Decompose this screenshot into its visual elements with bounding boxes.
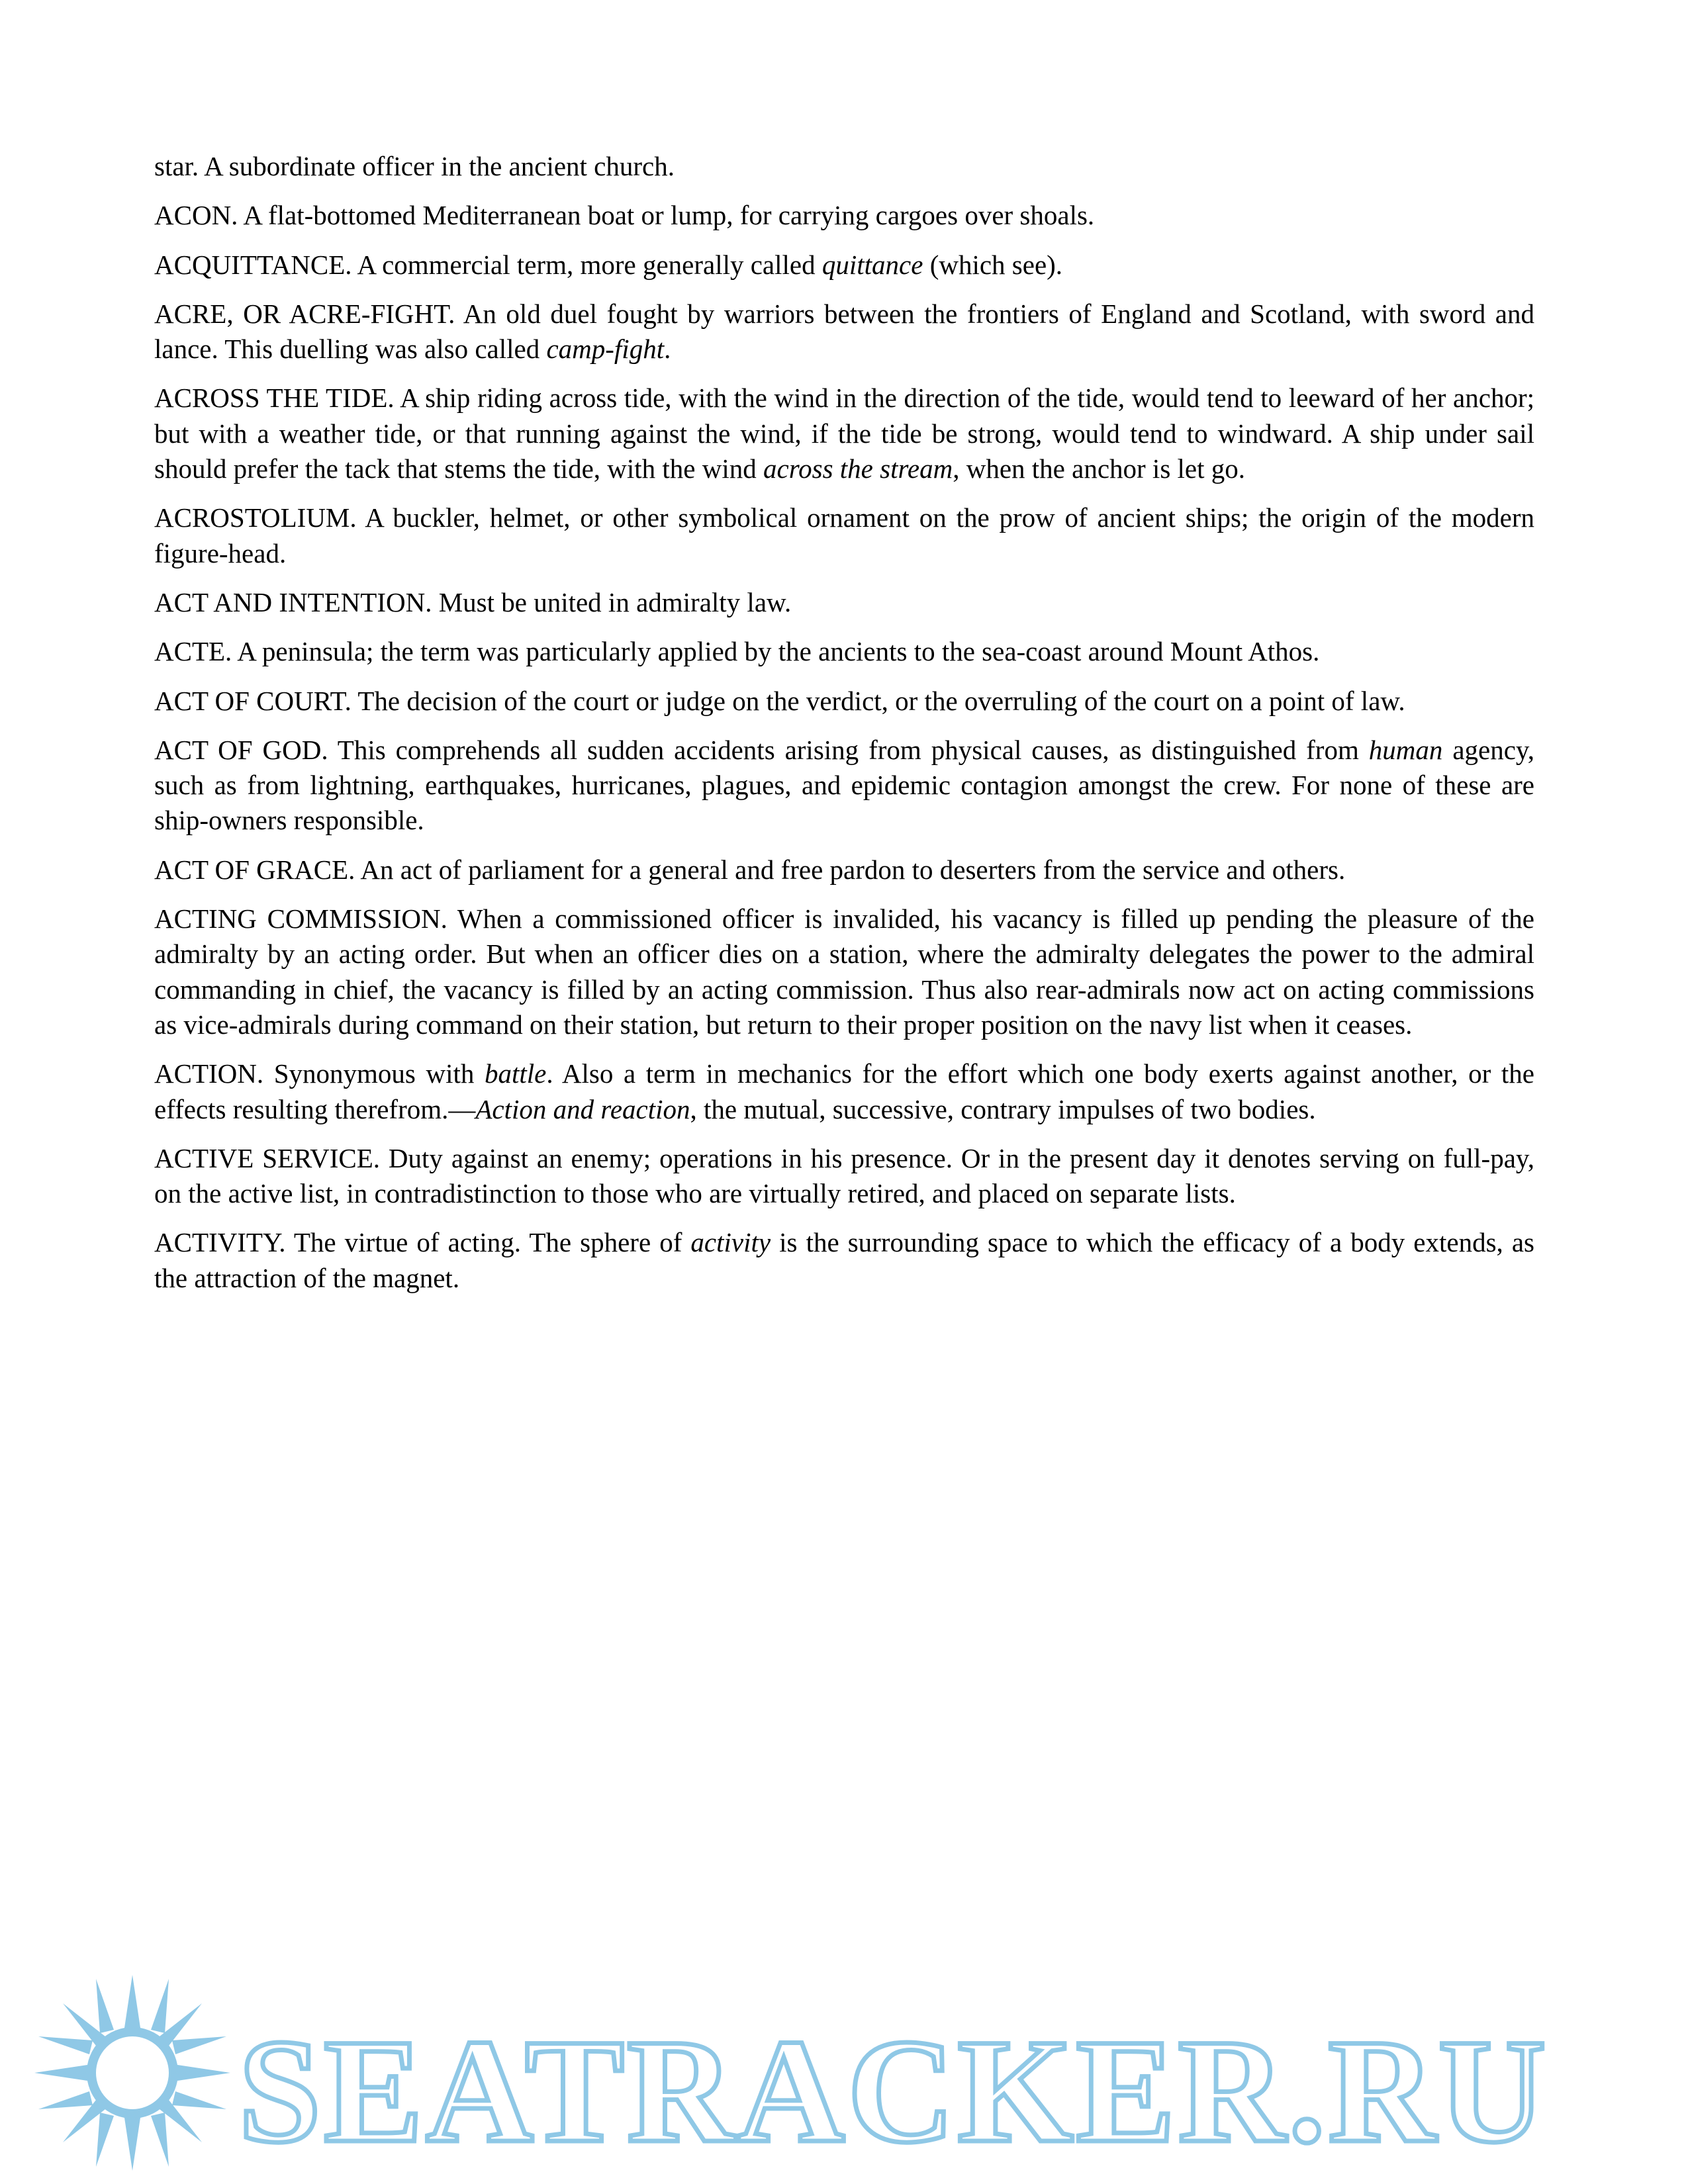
dictionary-entry: ACON. A flat-bottomed Mediterranean boat or lump, for carrying cargoes over shoals. — [154, 200, 1095, 231]
dictionary-entry: ACROSTOLIUM. A buckler, helmet, or other symbolical ornament on the prow of ancient ships; the origin of the modern figure-head. — [154, 502, 1534, 569]
dictionary-entry: ACT OF COURT. The decision of the court or judge on the verdict, or the overruling of the court on a point of law. — [154, 685, 1405, 716]
sun-burst-icon — [33, 1974, 232, 2172]
dictionary-entries — [154, 149, 1534, 1296]
watermark — [0, 1906, 1688, 2184]
dictionary-entry: ACRE, OR ACRE-FIGHT. An old duel fought by warriors between the frontiers of England and Scotland, with sword and lance. This duelling was also called camp-fight. — [154, 298, 1534, 365]
dictionary-entry: star. A subordinate officer in the ancient church. — [154, 151, 675, 181]
dictionary-entry: ACTIVE SERVICE. Duty against an enemy; operations in his presence. Or in the present day it denotes serving on full-pay, on the active list, in contradistinction to those who are virtually retired, and placed on separate lists. — [154, 1142, 1534, 1209]
watermark-text: SEATRACKER.RU — [238, 2008, 1549, 2173]
dictionary-entry: ACT AND INTENTION. Must be united in admiralty law. — [154, 586, 792, 617]
dictionary-entry: ACTIVITY. The virtue of acting. The sphere of activity is the surrounding space to which the efficacy of a body extends, as the attraction of the magnet. — [154, 1227, 1534, 1293]
dictionary-entry: ACQUITTANCE. A commercial term, more generally called quittance (which see). — [154, 249, 1063, 280]
dictionary-entry: ACT OF GRACE. An act of parliament for a general and free pardon to deserters from the service and others. — [154, 854, 1346, 885]
dictionary-entry: ACTE. A peninsula; the term was particularly applied by the ancients to the sea-coast around Mount Athos. — [154, 636, 1320, 667]
dictionary-entry: ACT OF GOD. This comprehends all sudden accidents arising from physical causes, as distinguished from human agency, such as from lightning, earthquakes, hurricanes, plagues, and epidemic contagion amongst the crew. For none of these are ship-owners responsible. — [154, 734, 1534, 836]
dictionary-entry: ACROSS THE TIDE. A ship riding across tide, with the wind in the direction of the tide, would tend to leeward of her anchor; but with a weather tide, or that running against the wind, if the tide be strong, would tend to windward. A ship under sail should prefer the tack that stems the tide, with the wind across the stream, when the anchor is let go. — [154, 383, 1534, 484]
dictionary-entry: ACTING COMMISSION. When a commissioned officer is invalided, his vacancy is filled up pending the pleasure of the admiralty by an acting order. But when an officer dies on a station, where the admiralty delegates the power to the admiral commanding in chief, the vacancy is filled by an acting commission. Thus also rear-admirals now act on acting commissions as vice-admirals during command on their station, but return to their proper position on the navy list when it ceases. — [154, 903, 1534, 1040]
dictionary-entry: ACTION. Synonymous with battle. Also a term in mechanics for the effort which one body exerts against another, or the effects resulting therefrom.—Action and reaction, the mutual, successive, contrary impulses of two bodies. — [154, 1058, 1534, 1124]
